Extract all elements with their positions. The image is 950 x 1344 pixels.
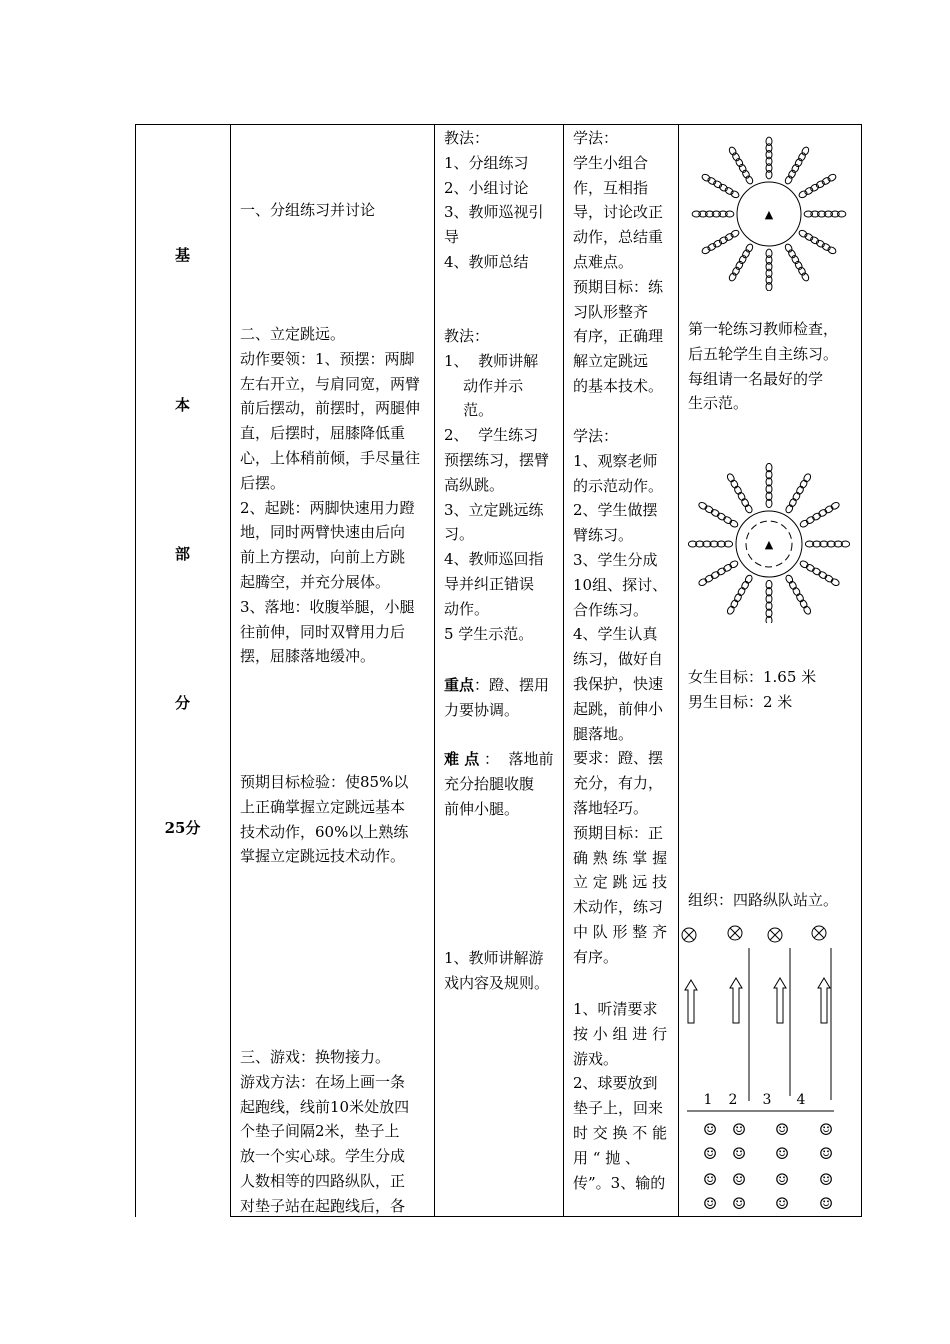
ball-marker — [728, 926, 742, 940]
student-ring — [827, 246, 837, 255]
student-ring — [698, 578, 708, 587]
formation-diagram-circle-dashed — [683, 463, 858, 623]
organization-note: 第一轮练习教师检查， 后五轮学生自主练习。 每组请一名最好的学 生示范。 — [688, 320, 839, 413]
section-label: 部 — [174, 545, 190, 563]
learning-methods-1: 学法： 学生小组合 作，互相指 导，讨论改正 动作，总结重 点难点。 预期目标：练 习队形整齐 有序，正确理 解立定跳远 的基本技术。 — [573, 129, 664, 395]
student-ring — [803, 605, 812, 615]
student-icon: ☺ — [774, 1194, 790, 1213]
table-col-divider — [678, 124, 679, 1217]
student-ring — [830, 578, 840, 587]
formation-note: 组织：四路纵队站立。 — [688, 891, 839, 909]
student-icon: ☺ — [774, 1144, 790, 1163]
student-icon: ☺ — [818, 1144, 834, 1163]
table-border-right — [861, 124, 862, 1217]
teacher-marker: ▲ — [764, 208, 774, 221]
arrow-up-icon — [685, 980, 697, 1023]
teaching-methods-1: 教法： 1、分组练习 2、小组讨论 3、教师巡视引 导 4、教师总结 — [444, 129, 544, 271]
table-col-divider — [563, 124, 564, 1217]
lane-number: 3 — [762, 1092, 772, 1108]
student-ring — [701, 173, 711, 182]
content-item-2: 二、立定跳远。 动作要领：1、预摆：两脚 左右开立，与肩同宽，两臂 前后摆动，前摆时，两腿伸 直，后摆时，屈膝降低重 心，上体稍前倾，手尽量往 后摆。 2、起跳：两脚快速用力蹬 地，同时两臂快速由后向 前上方摆动，向前上方跳 起腾空，并充分展体。 3、落地：收腹举腿，小腿 往前伸，同时双臂用力后 摆，屈膝落地缓冲。 — [240, 325, 421, 666]
student-ring — [726, 605, 735, 615]
student-grid — [703, 1120, 833, 1213]
distance-targets: 女生目标：1.65 米 男生目标：2 米 — [688, 668, 817, 711]
student-ring — [701, 246, 711, 255]
section-label: 本 — [174, 396, 190, 414]
table-col-divider — [230, 124, 231, 1217]
ball-marker — [812, 926, 826, 940]
key-points-label: 重点 — [444, 676, 475, 694]
target-check: 预期目标检验：使85%以 上正确掌握立定跳远基本 技术动作，60%以上熟练 掌握立定跳远技术动作。 — [240, 773, 409, 866]
student-icon: ☺ — [702, 1194, 718, 1213]
arrow-up-icon — [818, 978, 830, 1023]
student-ring — [728, 146, 737, 156]
lane-number: 1 — [703, 1092, 713, 1108]
content-item-1: 一、分组练习并讨论 — [240, 201, 376, 219]
teaching-methods-2: 教法： 1、 教师讲解 动作并示 范。 2、 学生练习 预摆练习，摆臂 高纵跳。 3、立定跳远练 习。 4、教师巡回指 导并纠正错误 动作。 5 学生示范。 — [444, 327, 550, 643]
student-ring — [801, 272, 810, 282]
student-ring — [803, 473, 812, 483]
student-icon: ☺ — [702, 1144, 718, 1163]
student-ring — [830, 501, 840, 510]
student-icon: ☺ — [731, 1170, 747, 1189]
teaching-methods-3: 1、教师讲解游 戏内容及规则。 — [444, 949, 550, 992]
student-icon: ☺ — [818, 1120, 834, 1139]
arrow-up-icon — [730, 978, 742, 1023]
student-ring — [698, 501, 708, 510]
student-icon: ☺ — [818, 1170, 834, 1189]
student-icon: ☺ — [731, 1144, 747, 1163]
content-item-3: 三、游戏：换物接力。 游戏方法：在场上画一条 起跑线，线前10米处放四 个垫子间隔2米，垫子上 放一个实心球。学生分成 人数相等的四路纵队，正 对垫子站在起跑线后，各 — [240, 1048, 410, 1215]
lane-number: 4 — [796, 1092, 806, 1108]
key-points-text: ：蹬、摆用 力要协调。 — [444, 676, 550, 719]
table-border-top — [135, 124, 862, 125]
student-ring — [827, 173, 837, 182]
learning-methods-2: 学法： 1、观察老师 的示范动作。 2、学生做摆 臂练习。 3、学生分成 10组、探讨、 合作练习。 4、学生认真 练习，做好自 我保护，快速 起跳，前伸小 腿落地。 要求：蹬、摆 充分，有力， 落地轻巧。 预期目标：正 确 熟 练 掌 握 立 定 跳 远 技 术动作，练习 中 队 形 整 齐 有序。 — [573, 427, 668, 966]
section-label: 分 — [174, 694, 190, 712]
difficult-points-text: ： 落地前 充分抬腿收腹 前伸小腿。 — [444, 750, 554, 818]
student-icon: ☺ — [702, 1120, 718, 1139]
teacher-marker: ▲ — [764, 538, 774, 551]
ball-marker — [682, 928, 696, 942]
student-ring — [801, 146, 810, 156]
student-icon: ☺ — [818, 1194, 834, 1213]
student-icon: ☺ — [702, 1170, 718, 1189]
lane-number: 2 — [728, 1092, 738, 1108]
section-duration: 25分 — [164, 819, 201, 837]
key-points — [444, 673, 549, 723]
difficult-points — [444, 747, 554, 821]
student-icon: ☺ — [731, 1120, 747, 1139]
difficult-points-label: 难 点 — [444, 750, 480, 768]
student-ring — [728, 272, 737, 282]
section-label: 基 — [174, 246, 190, 264]
learning-methods-3: 1、听清要求 按 小 组 进 行 游戏。 2、球要放到 垫子上，回来 时 交 换 不 能 用 “ 抛 、 传”。3、输的 — [573, 1000, 668, 1192]
arrow-up-icon — [774, 978, 786, 1023]
student-icon: ☺ — [774, 1120, 790, 1139]
ball-marker — [768, 928, 782, 942]
student-ring — [726, 473, 735, 483]
formation-diagram-circle — [683, 136, 858, 291]
relay-formation-diagram — [680, 920, 860, 1216]
student-icon: ☺ — [731, 1194, 747, 1213]
table-col-divider — [434, 124, 435, 1217]
table-border-left — [135, 124, 136, 1217]
student-icon: ☺ — [774, 1170, 790, 1189]
